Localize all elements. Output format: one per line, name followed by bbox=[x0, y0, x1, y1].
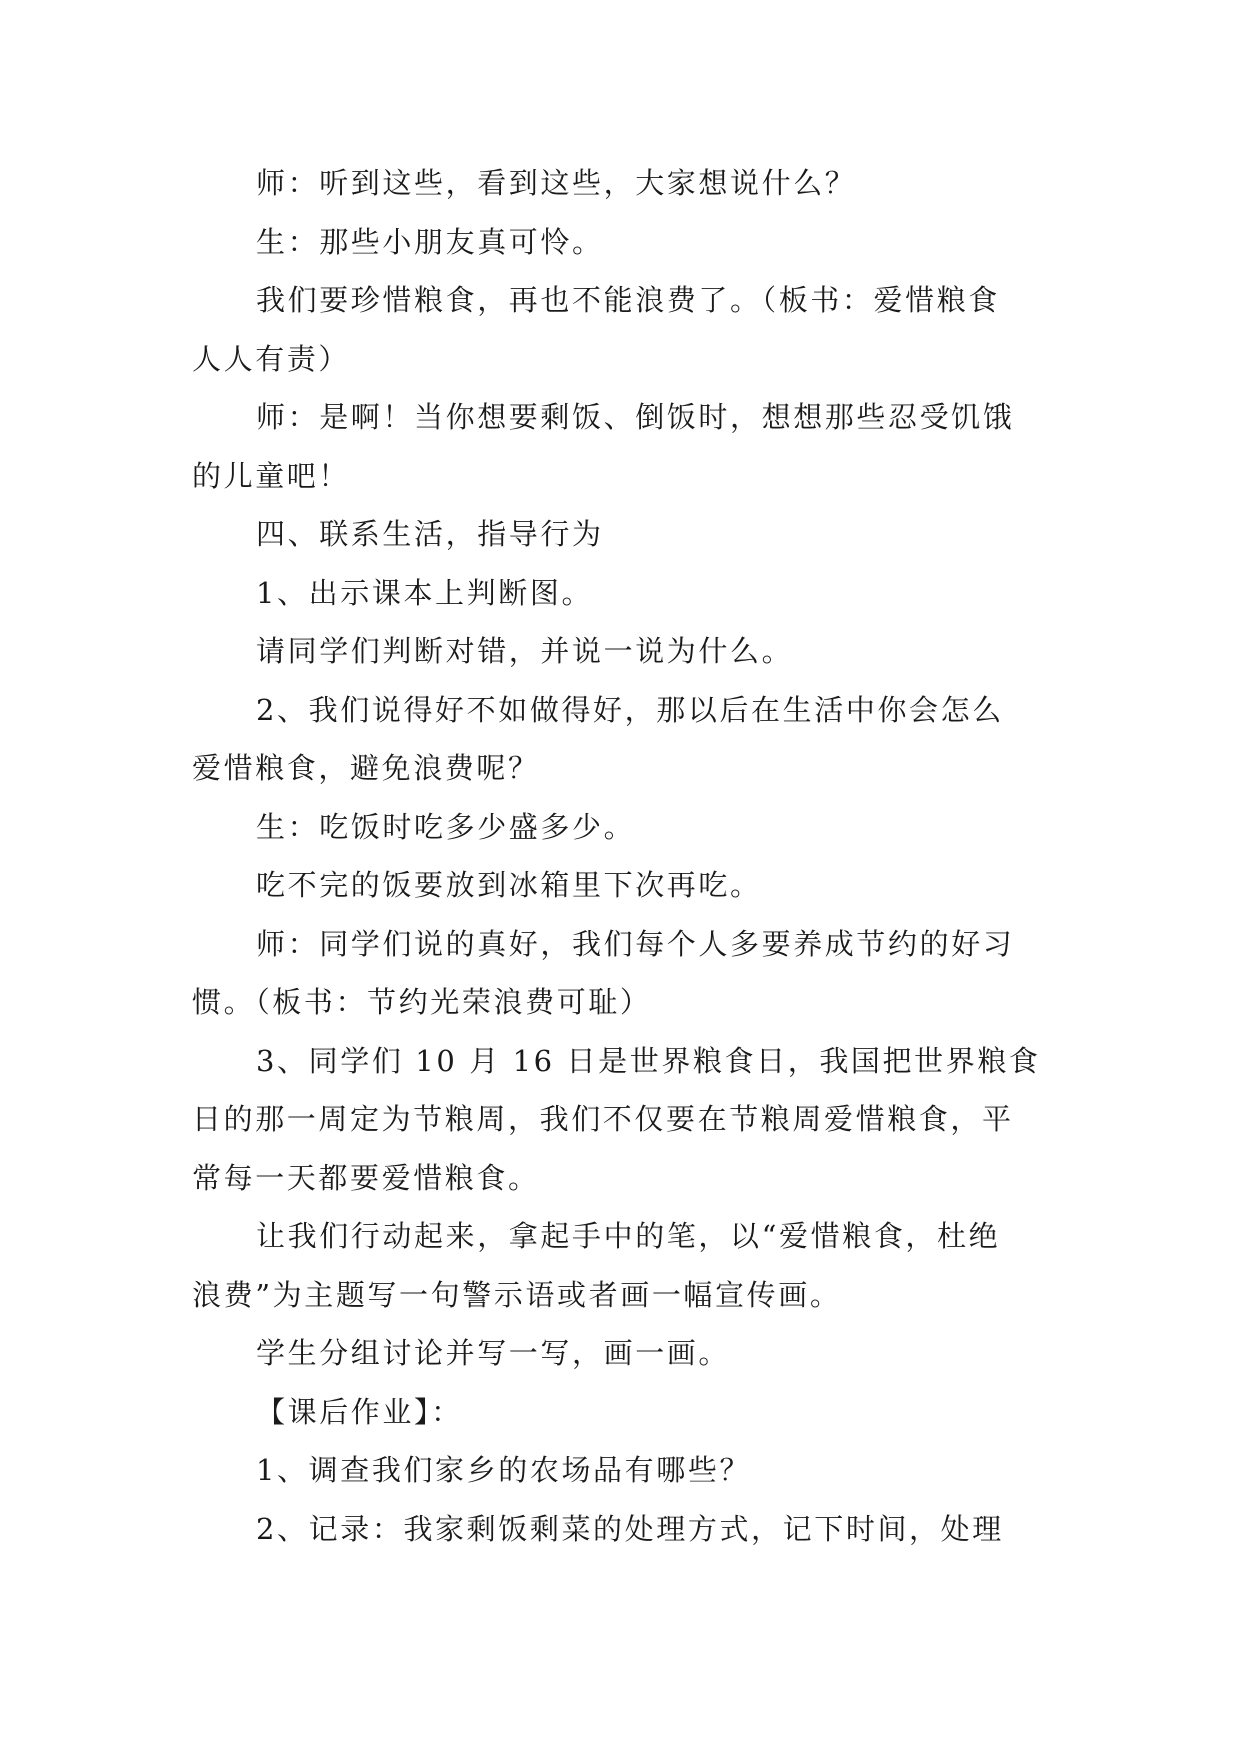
text-line: 人人有责） bbox=[192, 341, 351, 376]
text-line: 1、出示课本上判断图。 bbox=[256, 575, 594, 610]
text-line: 师：听到这些，看到这些，大家想说什么？ bbox=[256, 166, 857, 200]
text-line: 惯。（板书：节约光荣浪费可耻） bbox=[192, 985, 652, 1019]
text-line: 日的那一周定为节粮周，我们不仅要在节粮周爱惜粮食，平 bbox=[192, 1102, 1014, 1136]
text-line: 的儿童吧！ bbox=[192, 458, 351, 493]
section-heading: 四、联系生活，指导行为 bbox=[256, 517, 604, 551]
text-line: 常每一天都要爱惜粮食。 bbox=[192, 1160, 540, 1195]
text-line: 生：吃饭时吃多少盛多少。 bbox=[256, 809, 636, 844]
text-line: 让我们行动起来，拿起手中的笔，以“爱惜粮食，杜绝 bbox=[256, 1219, 1001, 1253]
text-line: 1、调查我们家乡的农场品有哪些？ bbox=[256, 1453, 752, 1487]
text-line: 吃不完的饭要放到冰箱里下次再吃。 bbox=[256, 868, 762, 902]
document-body bbox=[192, 154, 1052, 1558]
text-line: 2、记录：我家剩饭剩菜的处理方式，记下时间，处理 bbox=[256, 1511, 1004, 1546]
text-line: 学生分组讨论并写一写，画一画。 bbox=[256, 1336, 731, 1370]
text-line: 爱惜粮食，避免浪费呢？ bbox=[192, 751, 540, 785]
text-line: 生：那些小朋友真可怜。 bbox=[256, 224, 604, 259]
text-line: 师：是啊！当你想要剩饭、倒饭时，想想那些忍受饥饿 bbox=[256, 400, 1015, 434]
text-line: 师：同学们说的真好，我们每个人多要养成节约的好习 bbox=[256, 926, 1015, 961]
homework-heading: 【课后作业】： bbox=[256, 1394, 463, 1429]
text-line: 2、我们说得好不如做得好，那以后在生活中你会怎么 bbox=[256, 692, 1004, 727]
text-line: 3、同学们 10 月 16 日是世界粮食日，我国把世界粮食 bbox=[256, 1043, 1041, 1078]
text-line: 我们要珍惜粮食，再也不能浪费了。（板书：爱惜粮食 bbox=[256, 283, 1000, 317]
text-line: 请同学们判断对错，并说一说为什么。 bbox=[256, 634, 794, 668]
text-line: 浪费”为主题写一句警示语或者画一幅宣传画。 bbox=[192, 1277, 842, 1312]
